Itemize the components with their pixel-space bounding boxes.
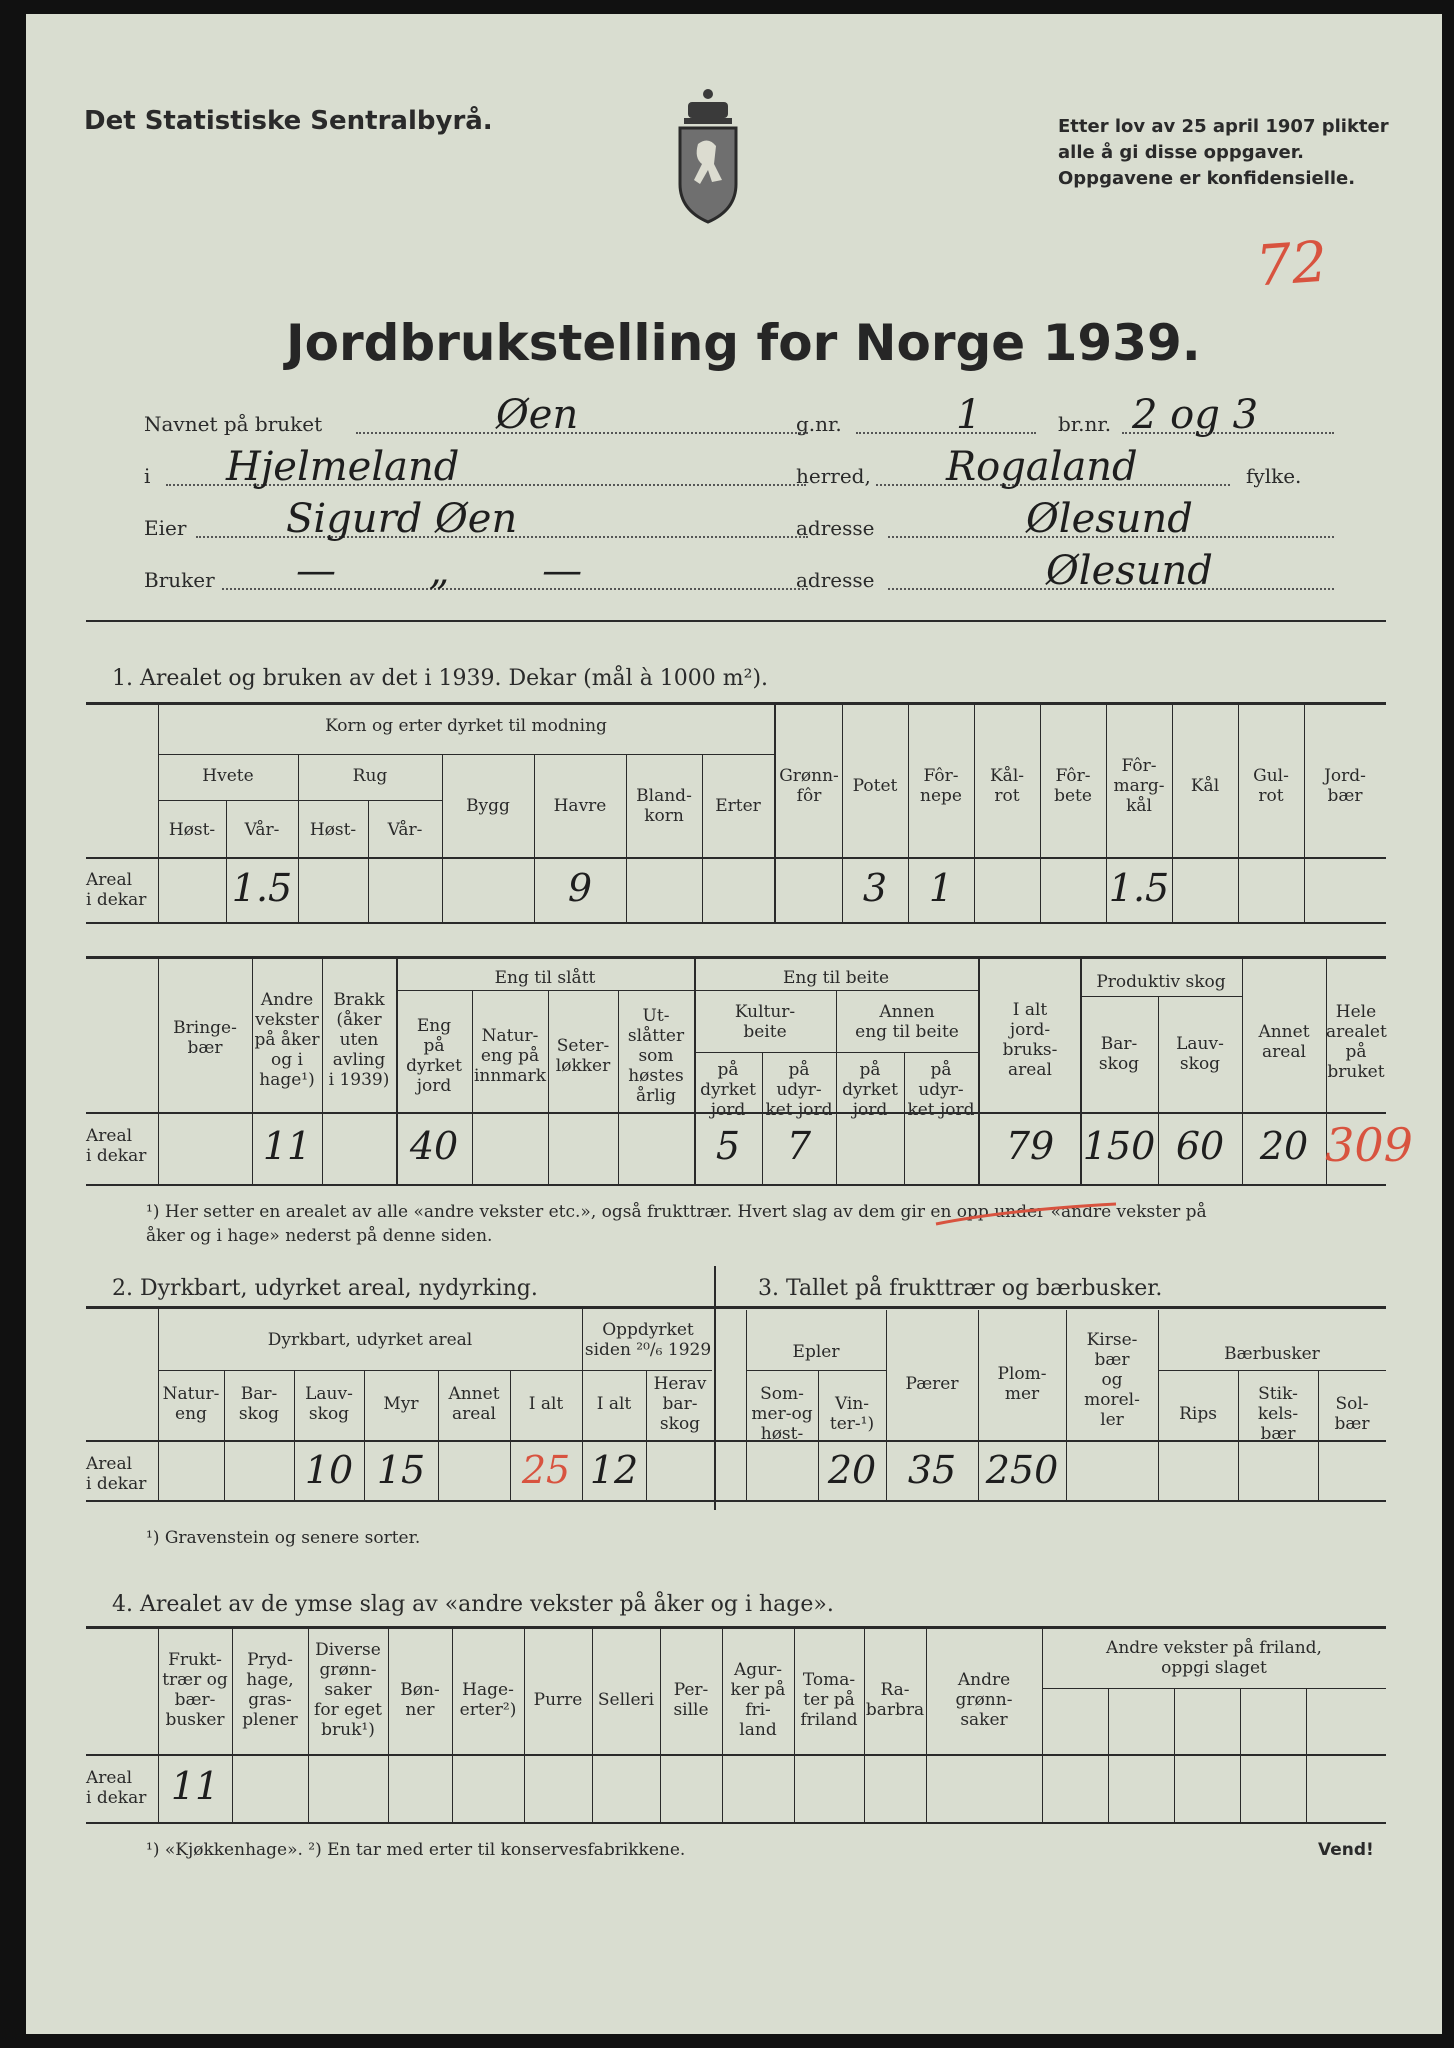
value-annet: 20 <box>1259 1124 1309 1168</box>
gnr-value: 1 <box>956 392 982 438</box>
footnote-1: ¹) Her setter en arealet av alle «andre vekster etc.», også frukttrær. Hvert slag av dem gir en opp under «andre vekster på åker og i hage» nederst på denne siden. <box>146 1202 1207 1246</box>
label-herred: herred, <box>796 464 871 488</box>
col-agurker: Agur- ker på fri- land <box>730 1660 786 1740</box>
col-vinter: Vin- ter-¹) <box>829 1394 875 1434</box>
value-potet: 3 <box>862 866 888 910</box>
row-label-a: Areal i dekar <box>86 870 147 910</box>
group-epler: Epler <box>792 1342 840 1362</box>
value-i-alt-2: 25 <box>521 1448 571 1492</box>
col-eng-dyrket: Eng på dyrket jord <box>406 1016 462 1096</box>
value-myr: 15 <box>376 1448 426 1492</box>
col-rabarbra: Ra- barbra <box>865 1680 925 1720</box>
col-utslatter: Ut- slåtter som høstes årlig <box>627 1006 685 1106</box>
row-label-4: Areal i dekar <box>86 1768 147 1808</box>
value-andre-vekster: 11 <box>262 1124 312 1168</box>
value-barskog: 150 <box>1082 1124 1156 1168</box>
value-plommer: 250 <box>985 1448 1059 1492</box>
value-fornepe: 1 <box>928 866 954 910</box>
col-frukttraer: Frukt- trær og bær- busker <box>162 1650 228 1730</box>
col-bonner: Bøn- ner <box>400 1680 440 1720</box>
col-rug-var: Vår- <box>387 820 423 840</box>
census-form <box>26 14 1442 2034</box>
col-barskog-2: Bar- skog <box>238 1384 280 1424</box>
col-sommer: Som- mer-og høst- <box>751 1384 813 1444</box>
col-kal: Kål <box>1190 776 1220 796</box>
col-rips: Rips <box>1179 1404 1217 1424</box>
owner-value: Sigurd Øen <box>286 496 518 542</box>
col-potet: Potet <box>852 776 898 796</box>
col-i-alt-jordbruk: I alt jord- bruks- areal <box>1002 1000 1058 1080</box>
col-persille: Per- sille <box>673 1680 709 1720</box>
group-produktiv-skog: Produktiv skog <box>1096 972 1226 992</box>
group-baerbusker: Bærbusker <box>1224 1344 1320 1364</box>
label-adresse-bruker: adresse <box>796 568 875 592</box>
col-opp-i-alt: I alt <box>596 1394 632 1414</box>
col-myr: Myr <box>383 1394 419 1414</box>
user-value: — „ — <box>296 548 623 594</box>
fylke-value: Rogaland <box>946 444 1138 490</box>
col-annet-2: Annet areal <box>448 1384 500 1424</box>
col-hvete-var: Vår- <box>244 820 280 840</box>
legal-notice: Etter lov av 25 april 1907 plikter alle å gi disse oppgaver. Oppgavene er konfidensielle. <box>1058 116 1389 189</box>
farm-name-value: Øen <box>496 392 579 438</box>
col-bygg: Bygg <box>466 796 510 816</box>
col-prydhage: Pryd- hage, gras- plener <box>242 1650 298 1730</box>
row-label-2: Areal i dekar <box>86 1454 147 1494</box>
col-lauvskog: Lauv- skog <box>1176 1034 1224 1074</box>
label-fylke: fylke. <box>1246 464 1302 488</box>
org-name: Det Statistiske Sentralbyrå. <box>84 106 493 136</box>
col-natureng: Natur- eng på innmark <box>473 1026 547 1086</box>
col-barskog: Bar- skog <box>1098 1034 1140 1074</box>
vend-label: Vend! <box>1318 1840 1374 1860</box>
col-annen-dyrket: på dyrket jord <box>842 1060 898 1120</box>
col-bringebaer: Bringe- bær <box>173 1018 237 1058</box>
group-korn: Korn og erter dyrket til modning <box>325 716 607 736</box>
footnote-2: ¹) Gravenstein og senere sorter. <box>146 1528 421 1548</box>
section2-heading: 2. Dyrkbart, udyrket areal, nydyrking. <box>112 1276 538 1301</box>
col-natureng-2: Natur- eng <box>162 1384 220 1424</box>
col-solbaer: Sol- bær <box>1334 1394 1370 1434</box>
group-eng-beite: Eng til beite <box>782 968 890 988</box>
value-lauvskog: 60 <box>1175 1124 1225 1168</box>
col-andre-gronnsaker: Andre grønn- saker <box>955 1670 1013 1730</box>
col-diverse: Diverse grønn- saker for eget bruk¹) <box>314 1640 382 1740</box>
col-gronnfor: Grønn- fôr <box>779 766 839 806</box>
col-fornepe: Fôr- nepe <box>920 766 962 806</box>
col-seterlokker: Seter- løkker <box>555 1036 611 1076</box>
col-andre-vekster: Andre vekster på åker og i hage¹) <box>254 990 320 1090</box>
brnr-value: 2 og 3 <box>1132 392 1259 438</box>
col-kultur-udyrket: på udyr- ket jord <box>765 1060 833 1120</box>
label-i: i <box>144 464 151 488</box>
col-hele-arealet: Hele arealet på bruket <box>1326 1002 1387 1082</box>
group-annen-eng: Annen eng til beite <box>855 1002 959 1042</box>
value-frukttraer: 11 <box>170 1764 220 1808</box>
col-opp-barskog: Herav bar- skog <box>653 1374 707 1434</box>
col-formargkal: Fôr- marg- kål <box>1113 756 1165 816</box>
col-kirsebaer: Kirse- bær og morel- ler <box>1084 1330 1140 1430</box>
section4-heading: 4. Arealet av de ymse slag av «andre vekster på åker og i hage». <box>112 1592 834 1617</box>
value-i-alt: 79 <box>1005 1124 1055 1168</box>
value-formargkal: 1.5 <box>1108 866 1170 910</box>
group-dyrkbart: Dyrkbart, udyrket areal <box>267 1330 473 1350</box>
owner-address-value: Ølesund <box>1026 496 1193 542</box>
col-gulrot: Gul- rot <box>1253 766 1289 806</box>
group-eng-slatt: Eng til slått <box>494 968 596 988</box>
user-address-value: Ølesund <box>1046 548 1213 594</box>
herred-value: Hjelmeland <box>226 444 460 490</box>
col-hageerter: Hage- erter²) <box>459 1680 517 1720</box>
col-brakk: Brakk (åker uten avling i 1939) <box>328 990 390 1090</box>
col-forbete: Fôr- bete <box>1054 766 1092 806</box>
strike-mark <box>926 1200 1126 1230</box>
footnote-4: ¹) «Kjøkkenhage». ²) En tar med erter til konservesfabrikkene. <box>146 1840 686 1860</box>
group-kulturbeite: Kultur- beite <box>734 1002 796 1042</box>
section3-heading: 3. Tallet på frukttrær og bærbusker. <box>758 1276 1163 1301</box>
col-annen-udyrket: på udyr- ket jord <box>907 1060 975 1120</box>
group-oppdyrket: Oppdyrket siden ²⁰/₆ 1929 <box>584 1320 712 1360</box>
col-plommer: Plom- mer <box>997 1364 1047 1404</box>
col-lauvskog-2: Lauv- skog <box>305 1384 353 1424</box>
coat-of-arms-icon <box>668 84 748 224</box>
col-kalrot: Kål- rot <box>989 766 1025 806</box>
value-kultur-dyrket: 5 <box>715 1124 741 1168</box>
col-jordbaer: Jord- bær <box>1324 766 1366 806</box>
value-vinter: 20 <box>827 1448 877 1492</box>
row-label-b: Areal i dekar <box>86 1126 147 1166</box>
group-hvete: Hvete <box>202 766 254 786</box>
col-paerer: Pærer <box>905 1374 959 1394</box>
form-title: Jordbrukstelling for Norge 1939. <box>286 314 1201 372</box>
value-hvete-var: 1.5 <box>231 866 293 910</box>
value-havre: 9 <box>567 866 593 910</box>
col-kultur-dyrket: på dyrket jord <box>700 1060 756 1120</box>
value-eng-dyrket: 40 <box>409 1124 459 1168</box>
value-opp-i-alt: 12 <box>589 1448 639 1492</box>
section1-heading: 1. Arealet og bruken av det i 1939. Dekar (mål à 1000 m²). <box>112 666 769 691</box>
label-bruker: Bruker <box>144 568 215 592</box>
group-andre-friland: Andre vekster på friland, oppgi slaget <box>1106 1638 1322 1678</box>
label-eier: Eier <box>144 516 187 540</box>
value-kultur-udyrket: 7 <box>786 1124 812 1168</box>
col-hvete-host: Høst- <box>168 820 216 840</box>
value-lauvskog-2: 10 <box>304 1448 354 1492</box>
group-rug: Rug <box>352 766 388 786</box>
col-i-alt-2: I alt <box>528 1394 564 1414</box>
col-blandkorn: Bland- korn <box>636 786 692 826</box>
col-stikkelsbaer: Stik- kels- bær <box>1257 1384 1299 1444</box>
label-brnr: br.nr. <box>1058 412 1112 436</box>
page-number-mark: 72 <box>1253 229 1330 300</box>
col-havre: Havre <box>553 796 607 816</box>
col-erter: Erter <box>715 796 761 816</box>
col-rug-host: Høst- <box>309 820 357 840</box>
label-gnr: g.nr. <box>796 412 842 436</box>
col-selleri: Selleri <box>597 1690 655 1710</box>
value-paerer: 35 <box>907 1448 957 1492</box>
value-hele: 309 <box>1325 1118 1413 1172</box>
label-adresse-eier: adresse <box>796 516 875 540</box>
col-annet-areal: Annet areal <box>1258 1022 1310 1062</box>
col-purre: Purre <box>533 1690 583 1710</box>
col-tomater: Toma- ter på friland <box>800 1670 858 1730</box>
label-navnet: Navnet på bruket <box>144 412 323 436</box>
